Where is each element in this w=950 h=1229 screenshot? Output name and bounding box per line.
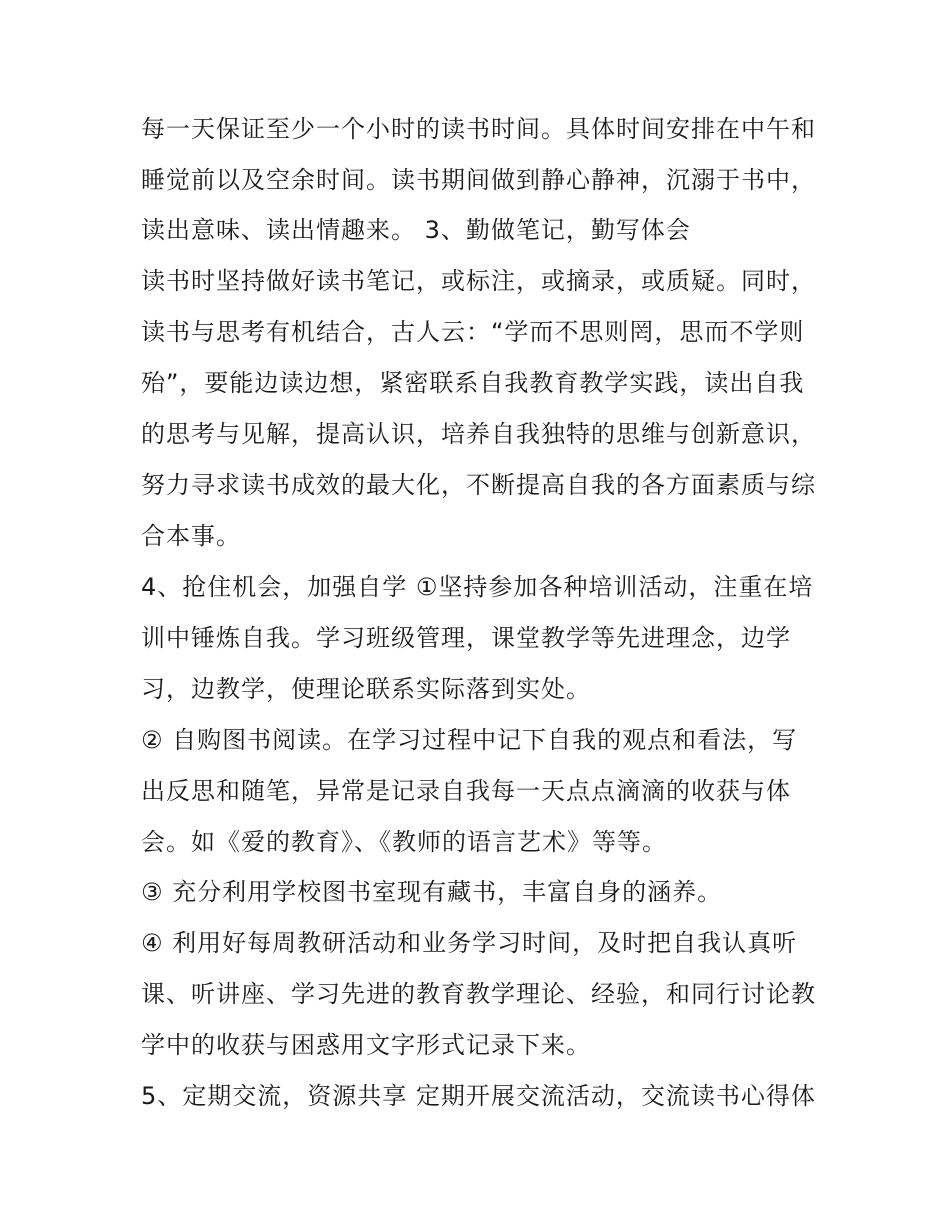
text-line: 课、听讲座、学习先进的教育教学理论、经验，和同行讨论教 [141, 980, 816, 1008]
text-line: 5、定期交流，资源共享 定期开展交流活动，交流读书心得体 [141, 1082, 816, 1110]
text-line: 习，边教学，使理论联系实际落到实处。 [141, 675, 591, 703]
text-line: 训中锤炼自我。学习班级管理，课堂教学等先进理念，边学 [141, 624, 791, 652]
text-line: ④ 利用好每周教研活动和业务学习时间，及时把自我认真听 [141, 929, 798, 957]
text-line: 每一天保证至少一个小时的读书时间。具体时间安排在中午和 [141, 115, 816, 143]
text-line: 读书与思考有机结合，古人云：“学而不思则罔，思而不学则 [141, 318, 805, 346]
text-line: 会。如《爱的教育》、《教师的语言艺术》等等。 [141, 828, 667, 856]
text-line: ② 自购图书阅读。在学习过程中记下自我的观点和看法，写 [141, 726, 798, 754]
text-line: 睡觉前以及空余时间。读书期间做到静心静神，沉溺于书中， [141, 166, 816, 194]
text-line: 读出意味、读出情趣来。 3、勤做笔记，勤写体会 [141, 216, 691, 244]
text-line: 出反思和随笔，异常是记录自我每一天点点滴滴的收获与体 [141, 777, 791, 805]
text-line: 合本事。 [141, 522, 241, 550]
text-line: 4、抢住机会，加强自学 ①坚持参加各种培训活动，注重在培 [141, 573, 814, 601]
text-line: 学中的收获与困惑用文字形式记录下来。 [141, 1031, 591, 1059]
text-line: 殆”，要能边读边想，紧密联系自我教育教学实践，读出自我 [141, 369, 805, 397]
text-line: 努力寻求读书成效的最大化，不断提高自我的各方面素质与综 [141, 471, 816, 499]
text-line: 的思考与见解，提高认识，培养自我独特的思维与创新意识， [141, 420, 816, 448]
text-line: 读书时坚持做好读书笔记，或标注，或摘录，或质疑。同时， [141, 267, 816, 295]
text-line: ③ 充分利用学校图书室现有藏书，丰富自身的涵养。 [141, 878, 723, 906]
